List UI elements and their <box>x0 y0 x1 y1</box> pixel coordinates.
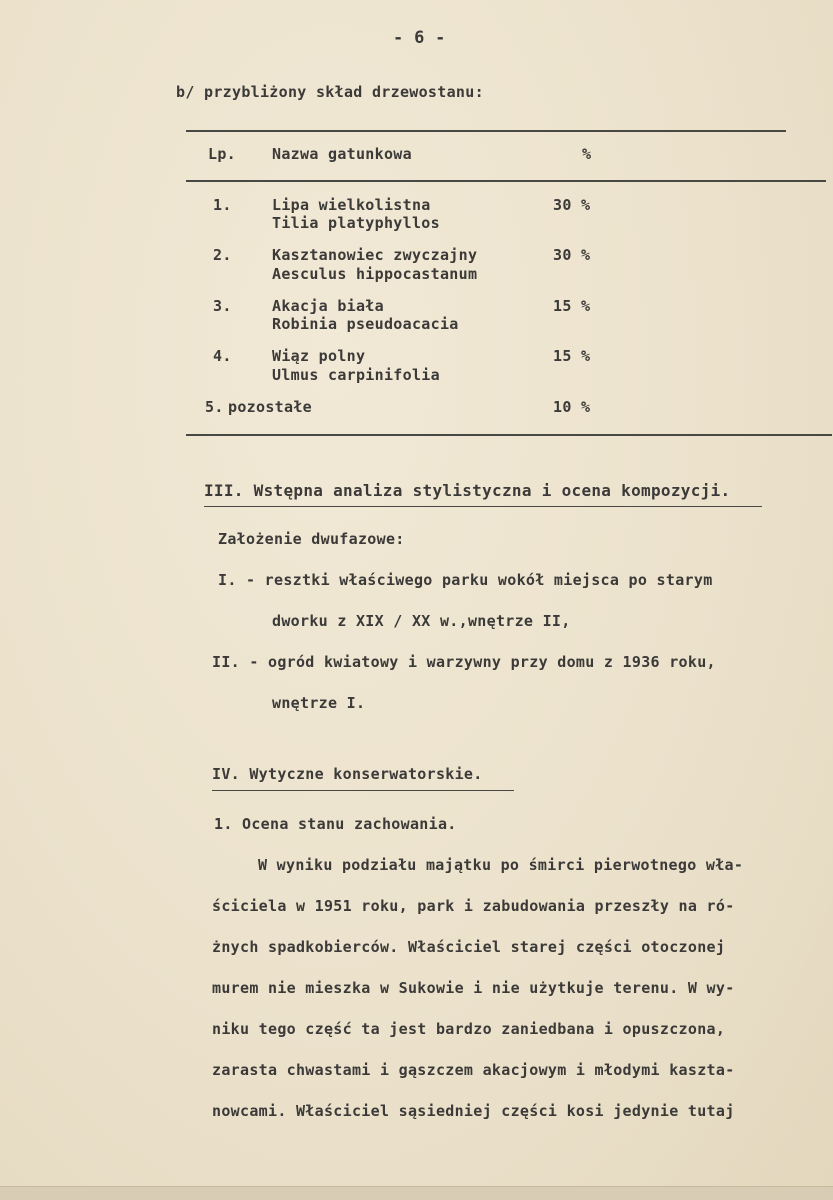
section-b-heading: b/ przybliżony skład drzewostanu: <box>176 83 484 101</box>
list-item-2-line-1: II. - ogród kwiatowy i warzywny przy domu z 1936 roku, <box>212 653 716 671</box>
list-item-1-line-2: dworku z XIX / XX w.,wnętrze II, <box>272 612 571 630</box>
row-pct: 10 % <box>553 398 591 416</box>
row-pct: 15 % <box>553 297 591 315</box>
row-name-pl: Wiąz polny <box>272 347 366 365</box>
row-lp: 5. <box>205 398 224 416</box>
row-name-lat: Ulmus carpinifolia <box>272 366 440 384</box>
section-4-underline <box>212 790 514 791</box>
paragraph-line: ściciela w 1951 roku, park i zabudowania przeszły na ró- <box>212 897 735 915</box>
paragraph-line: niku tego część ta jest bardzo zaniedbana i opuszczona, <box>212 1020 726 1038</box>
table-header-pct: % <box>582 145 592 163</box>
row-pct: 15 % <box>553 347 591 365</box>
row-lp: 2. <box>213 246 232 264</box>
section-4-subheading: 1. Ocena stanu zachowania. <box>214 815 457 833</box>
list-item-1-line-1: I. - resztki właściwego parku wokół miejsca po starym <box>218 571 713 589</box>
table-bottom-rule <box>186 434 832 436</box>
row-pct: 30 % <box>553 196 591 214</box>
table-header-rule <box>186 180 826 182</box>
table-header-lp: Lp. <box>208 145 236 163</box>
row-name-pl: pozostałe <box>228 398 312 416</box>
row-name-lat: Robinia pseudoacacia <box>272 315 459 333</box>
row-lp: 3. <box>213 297 232 315</box>
row-pct: 30 % <box>553 246 591 264</box>
row-lp: 4. <box>213 347 232 365</box>
section-3-underline <box>204 506 762 507</box>
row-name-lat: Aesculus hippocastanum <box>272 265 478 283</box>
row-name-pl: Lipa wielkolistna <box>272 196 431 214</box>
paragraph-line: zarasta chwastami i gąszczem akacjowym i młodymi kaszta- <box>212 1061 735 1079</box>
row-lp: 1. <box>213 196 232 214</box>
table-top-rule <box>186 130 786 132</box>
paragraph-line: W wyniku podziału majątku po śmirci pierwotnego wła- <box>258 856 744 874</box>
section-3-heading: III. Wstępna analiza stylistyczna i ocena kompozycji. <box>204 481 731 500</box>
row-name-lat: Tilia platyphyllos <box>272 214 440 232</box>
paragraph-line: żnych spadkobierców. Właściciel starej części otoczonej <box>212 938 726 956</box>
section-4-heading: IV. Wytyczne konserwatorskie. <box>212 765 483 783</box>
page-number: - 6 - <box>393 28 446 48</box>
section-3-subheading: Założenie dwufazowe: <box>218 530 405 548</box>
table-header-name: Nazwa gatunkowa <box>272 145 412 163</box>
scan-bottom-edge <box>0 1186 833 1200</box>
paragraph-line: nowcami. Właściciel sąsiedniej części kosi jedynie tutaj <box>212 1102 735 1120</box>
list-item-2-line-2: wnętrze I. <box>272 694 366 712</box>
row-name-pl: Akacja biała <box>272 297 384 315</box>
row-name-pl: Kasztanowiec zwyczajny <box>272 246 478 264</box>
paragraph-line: murem nie mieszka w Sukowie i nie użytkuje terenu. W wy- <box>212 979 735 997</box>
